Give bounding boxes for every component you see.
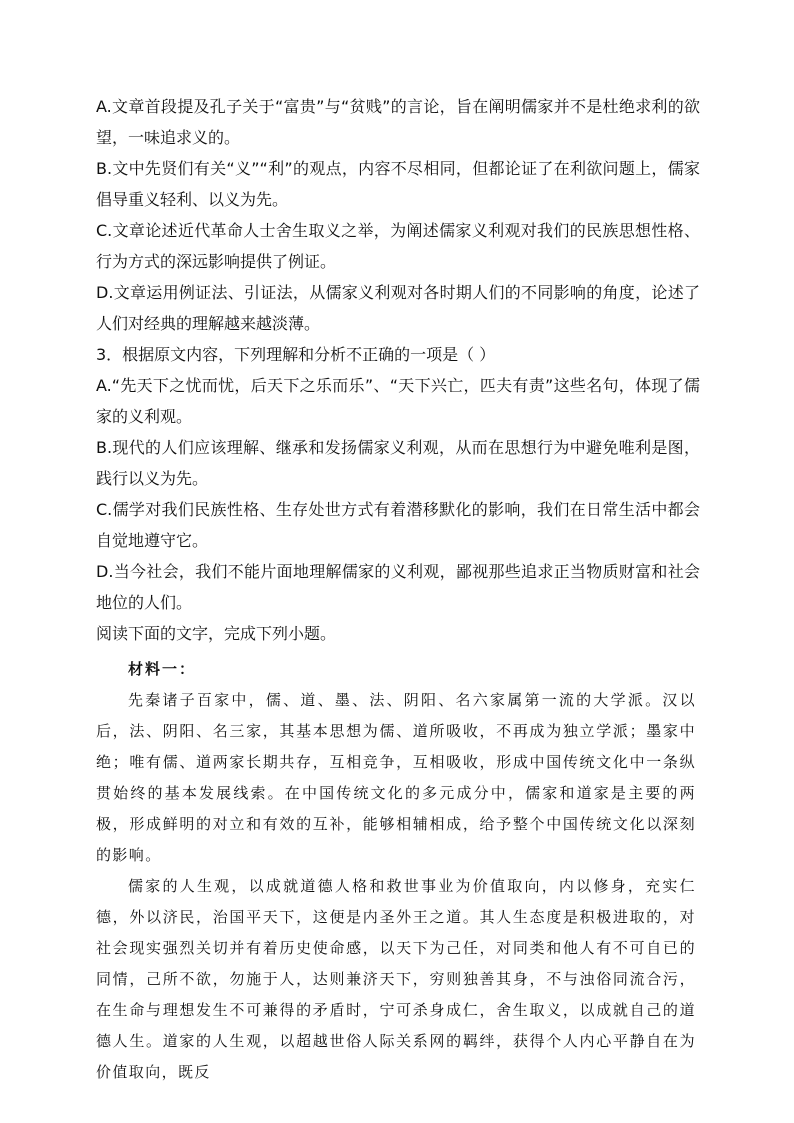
reading-instruction: 阅读下面的文字，完成下列小题。	[96, 624, 337, 643]
q3-option-c: C.儒学对我们民族性格、生存处世方式有着潜移默化的影响，我们在日常生活中都会自觉地遵守它。	[96, 500, 700, 550]
option-c: C.文章论述近代革命人士舍生取义之举，为阐述儒家义利观对我们的民族思想性格、行为方式的深远影响提供了例证。	[96, 221, 700, 271]
q3-option-a: A.“先天下之忧而忧，后天下之乐而乐”、“天下兴亡，匹夫有责”这些名句，体现了儒家的义利观。	[96, 376, 700, 426]
material-title: 材料一：	[128, 660, 197, 678]
material-paragraph-2: 儒家的人生观，以成就道德人格和救世事业为价值取向，内以修身，充实仁德，外以济民，治国平天下，这便是内圣外王之道。其人生态度是积极进取的，对社会现实强烈关切并有着历史使命感，以天下为己任，对同类和他人有不可自已的同情，己所不欲，勿施于人，达则兼济天下，穷则独善其身，不与浊俗同流合污，在生命与理想发生不可兼得的矛盾时，宁可杀身成仁，舍生取义，以成就自己的道德人生。道家的人生观，以超越世俗人际关系网的羁绊，获得个人内心平静自在为价值取向，既反	[96, 877, 696, 1081]
option-d: D.文章运用例证法、引证法，从儒家义利观对各时期人们的不同影响的角度，论述了人们对经典的理解越来越淡薄。	[96, 283, 700, 333]
option-b: B.文中先贤们有关“义”“利”的观点，内容不尽相同，但都论证了在利欲问题上，儒家倡导重义轻利、以义为先。	[96, 159, 700, 209]
question-3-stem: 3．根据原文内容，下列理解和分析不正确的一项是（ ）	[96, 345, 496, 364]
q3-option-d: D.当今社会，我们不能片面地理解儒家的义利观，鄙视那些追求正当物质财富和社会地位的人们。	[96, 562, 700, 612]
material-paragraph-1: 先秦诸子百家中，儒、道、墨、法、阴阳、名六家属第一流的大学派。汉以后，法、阴阳、名三家，其基本思想为儒、道所吸收，不再成为独立学派；墨家中绝；唯有儒、道两家长期共存，互相竞争，互相吸收，形成中国传统文化中一条纵贯始终的基本发展线索。在中国传统文化的多元成分中，儒家和道家是主要的两极，形成鲜明的对立和有效的互补，能够相辅相成，给予整个中国传统文化以深刻的影响。	[96, 691, 696, 864]
q3-option-b: B.现代的人们应该理解、继承和发扬儒家义利观，从而在思想行为中避免唯利是图，践行以义为先。	[96, 438, 700, 488]
material-one	[96, 654, 696, 1088]
question-block	[96, 91, 700, 649]
option-a: A.文章首段提及孔子关于“富贵”与“贫贱”的言论，旨在阐明儒家并不是杜绝求利的欲望，一味追求义的。	[96, 97, 700, 147]
